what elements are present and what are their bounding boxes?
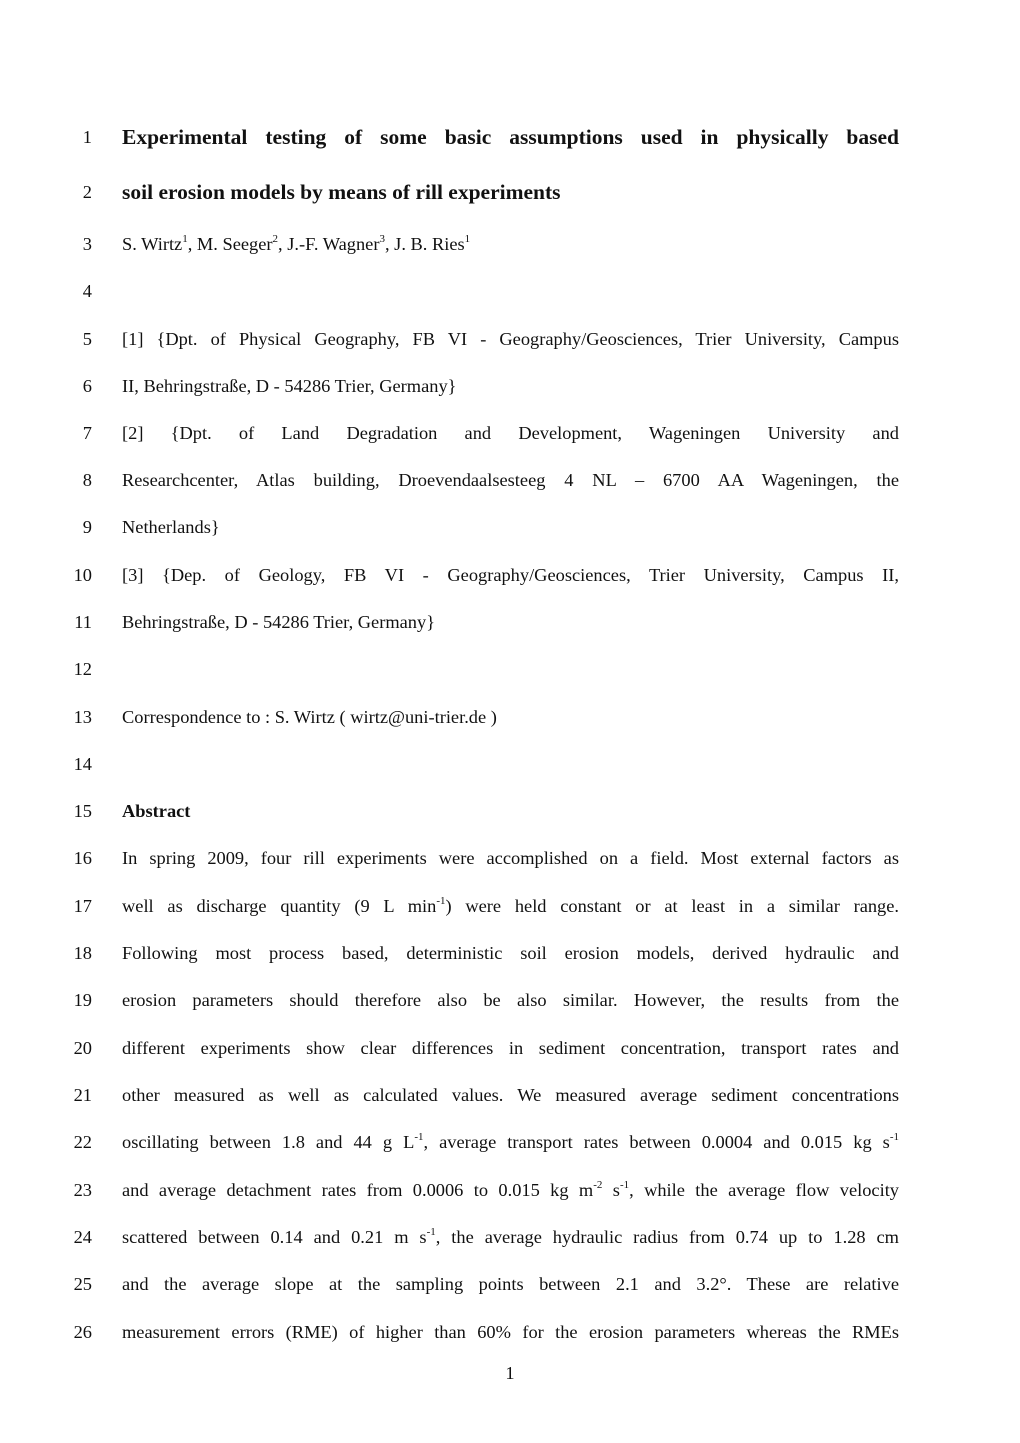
affiliation-2-cont: Researchcenter, Atlas building, Droevendaalsesteeg 4 NL – 6700 AA Wageningen, the [122,470,899,490]
line-number: 13 [73,707,92,727]
text-line [0,122,1020,152]
text-line [0,177,1020,207]
text-line [0,512,1020,542]
line-number: 7 [82,423,92,443]
line-number: 23 [73,1180,92,1200]
text-line [0,1317,1020,1347]
affiliation-1: [1] {Dpt. of Physical Geography, FB VI - Geography/Geosciences, Trier University, Campus [122,329,899,349]
text-line [0,1080,1020,1110]
line-number: 18 [73,943,92,963]
superscript: -1 [619,1179,630,1191]
abstract-text: , the average hydraulic radius from 0.74 up to 1.28 cm [435,1227,899,1247]
line-number: 20 [73,1038,92,1058]
abstract-line [122,1222,899,1252]
text-line [0,560,1020,590]
abstract-line: In spring 2009, four rill experiments were accomplished on a field. Most external factors as [122,848,899,868]
abstract-text: well as discharge quantity (9 L min [122,896,437,916]
abstract-line: erosion parameters should therefore also be also similar. However, the results from the [122,990,899,1010]
line-number: 16 [73,848,92,868]
abstract-line: Following most process based, deterministic soil erosion models, derived hydraulic and [122,943,899,963]
abstract-text: and average detachment rates from 0.0006 to 0.015 kg m [122,1180,594,1200]
affiliation-2: [2] {Dpt. of Land Degradation and Development, Wageningen University and [122,423,899,443]
abstract-line [122,1127,899,1157]
text-line [0,654,1020,684]
superscript: -2 [593,1179,603,1191]
line-number: 11 [74,612,92,632]
line-number: 24 [73,1227,92,1247]
abstract-text: oscillating between 1.8 and 44 g L [122,1132,415,1152]
line-number: 1 [82,127,92,147]
text-line [0,1033,1020,1063]
superscript: -1 [426,1226,436,1238]
line-number: 21 [73,1085,92,1105]
superscript: -1 [889,1131,899,1143]
author-list: S. Wirtz$^1$, M. Seeger$^2$, J.-F. Wagner$^3$, J. B. Ries$^1$ [122,233,471,254]
author-name: J. B. Ries [394,234,465,254]
text-line [0,276,1020,306]
author-name: S. Wirtz [122,234,183,254]
author-affiliation-mark: 1 [182,233,188,245]
text-line [0,418,1020,448]
superscript: -1 [414,1131,424,1143]
affiliation-3-cont: Behringstraße, D - 54286 Trier, Germany} [122,612,436,632]
line-number: 5 [82,329,92,349]
abstract-line [122,891,899,921]
line-number: 14 [73,754,92,774]
title-line-2: soil erosion models by means of rill experiments [122,180,561,204]
line-number: 17 [73,896,92,916]
title-line-1: Experimental testing of some basic assumptions used in physically based [122,125,899,149]
correspondence: Correspondence to : S. Wirtz ( wirtz@uni-trier.de ) [122,707,497,727]
text-line [0,371,1020,401]
line-number: 10 [73,565,92,585]
abstract-text: s [602,1180,620,1200]
line-number: 25 [73,1274,92,1294]
affiliation-2-end: Netherlands} [122,517,220,537]
line-number: 6 [82,376,92,396]
text-line [0,1127,1020,1157]
line-number: 12 [73,659,92,679]
abstract-heading: Abstract [122,801,191,821]
line-number: 4 [82,281,92,301]
abstract-line: other measured as well as calculated values. We measured average sediment concentrations [122,1085,899,1105]
line-number: 3 [82,234,92,254]
abstract-line: and the average slope at the sampling points between 2.1 and 3.2°. These are relative [122,1274,899,1294]
author-affiliation-mark: 2 [272,233,279,245]
line-number: 19 [73,990,92,1010]
affiliation-3: [3] {Dep. of Geology, FB VI - Geography/Geosciences, Trier University, Campus II, [122,565,899,585]
author-affiliation-mark: 1 [464,233,471,245]
affiliation-1-cont: II, Behringstraße, D - 54286 Trier, Germany} [122,376,457,396]
superscript: -1 [436,895,446,907]
text-line [0,1175,1020,1205]
text-line [0,1269,1020,1299]
text-line [0,749,1020,779]
abstract-text: scattered between 0.14 and 0.21 m s [122,1227,427,1247]
line-number: 8 [82,470,92,490]
line-number: 26 [73,1322,92,1342]
text-line [0,796,1020,826]
abstract-line: measurement errors (RME) of higher than 60% for the erosion parameters whereas the RMEs [122,1322,899,1342]
author-name: J.-F. Wagner [287,234,380,254]
text-line [0,607,1020,637]
abstract-text: , while the average flow velocity [629,1180,899,1200]
line-number: 2 [82,182,92,202]
text-line [0,465,1020,495]
page-number: 1 [505,1363,515,1383]
author-name: M. Seeger [196,234,273,254]
authors-line [0,229,1020,259]
line-number: 22 [73,1132,92,1152]
text-line [0,1222,1020,1252]
abstract-text: ) were held constant or at least in a similar range. [445,896,899,916]
abstract-line: different experiments show clear differences in sediment concentration, transport rates and [122,1038,899,1058]
abstract-text: , average transport rates between 0.0004 and 0.015 kg s [423,1132,890,1152]
text-line [0,843,1020,873]
line-number: 9 [82,517,92,537]
abstract-line [122,1175,899,1205]
line-number: 15 [73,801,92,821]
text-line [0,702,1020,732]
author-affiliation-mark: 3 [379,233,385,245]
text-line [0,891,1020,921]
text-line [0,324,1020,354]
text-line [0,985,1020,1015]
text-line [0,938,1020,968]
